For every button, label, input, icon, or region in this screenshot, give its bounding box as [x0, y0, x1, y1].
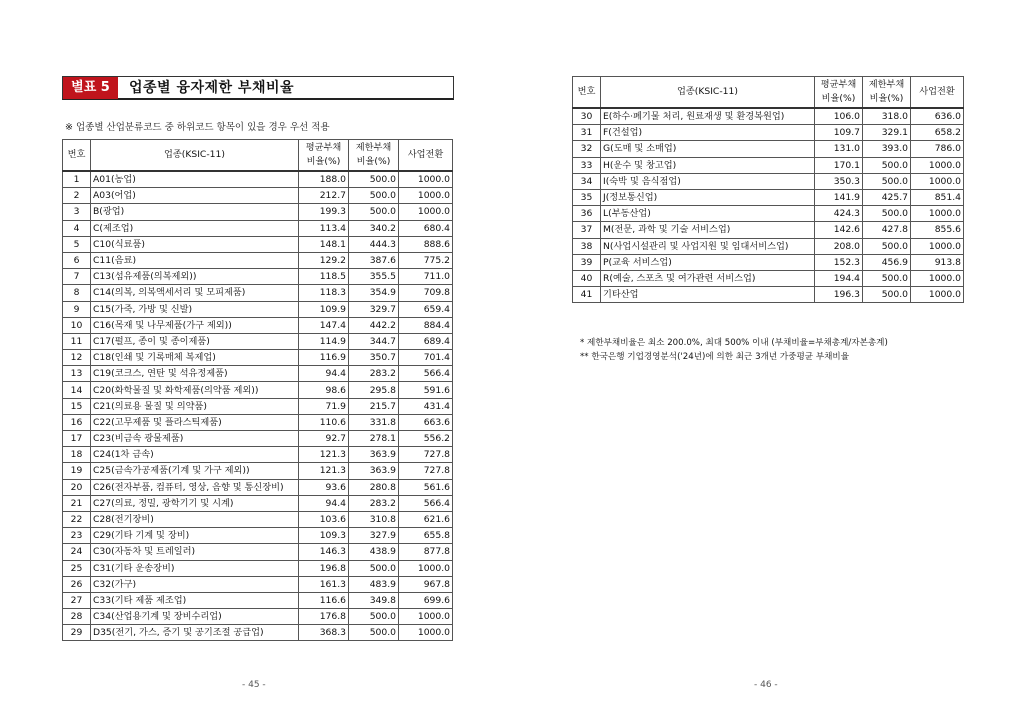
table-row [63, 414, 453, 430]
limit-debt-ratio: 500.0 [863, 206, 911, 222]
row-number: 40 [573, 270, 601, 286]
conversion-ratio: 709.8 [399, 285, 453, 301]
avg-debt-ratio: 152.3 [815, 254, 863, 270]
table-row [63, 301, 453, 317]
row-number: 30 [573, 108, 601, 125]
page-number: - 45 - [242, 680, 266, 690]
limit-debt-ratio: 329.1 [863, 125, 911, 141]
row-number: 17 [63, 431, 91, 447]
row-number: 11 [63, 333, 91, 349]
industry-name: M(전문, 과학 및 기술 서비스업) [601, 222, 815, 238]
conversion-ratio: 786.0 [911, 141, 964, 157]
table-row [63, 285, 453, 301]
header-conversion: 사업전환 [911, 77, 964, 109]
industry-name: C20(화학물질 및 화학제품(의약품 제외)) [91, 382, 299, 398]
conversion-ratio: 680.4 [399, 220, 453, 236]
row-number: 37 [573, 222, 601, 238]
row-number: 21 [63, 495, 91, 511]
row-number: 39 [573, 254, 601, 270]
limit-debt-ratio: 354.9 [349, 285, 399, 301]
industry-name: C23(비금속 광물제품) [91, 431, 299, 447]
limit-debt-ratio: 318.0 [863, 108, 911, 125]
avg-debt-ratio: 176.8 [299, 609, 349, 625]
conversion-ratio: 658.2 [911, 125, 964, 141]
table-row [573, 270, 964, 286]
table-row [573, 189, 964, 205]
conversion-ratio: 1000.0 [399, 188, 453, 204]
conversion-ratio: 556.2 [399, 431, 453, 447]
table-row [573, 287, 964, 303]
industry-name: C30(자동차 및 트레일러) [91, 544, 299, 560]
row-number: 6 [63, 252, 91, 268]
avg-debt-ratio: 196.3 [815, 287, 863, 303]
table-row [573, 157, 964, 173]
industry-name: C33(기타 제품 제조업) [91, 592, 299, 608]
limit-debt-ratio: 327.9 [349, 528, 399, 544]
footnote-source: ** 한국은행 기업경영분석('24년)에 의한 최근 3개년 가중평균 부채비율 [580, 352, 850, 362]
conversion-ratio: 727.8 [399, 463, 453, 479]
avg-debt-ratio: 142.6 [815, 222, 863, 238]
row-number: 36 [573, 206, 601, 222]
table-title-banner [62, 76, 454, 100]
limit-debt-ratio: 442.2 [349, 317, 399, 333]
table-row [573, 141, 964, 157]
table-row [63, 220, 453, 236]
avg-debt-ratio: 121.3 [299, 463, 349, 479]
row-number: 1 [63, 171, 91, 188]
industry-name: C26(전자부품, 컴퓨터, 영상, 음향 및 통신장비) [91, 479, 299, 495]
table-row [63, 625, 453, 641]
row-number: 4 [63, 220, 91, 236]
industry-name: C34(산업용기계 및 장비수리업) [91, 609, 299, 625]
table-row [63, 188, 453, 204]
footnotes [580, 336, 888, 364]
limit-debt-ratio: 329.7 [349, 301, 399, 317]
avg-debt-ratio: 350.3 [815, 173, 863, 189]
industry-name: C(제조업) [91, 220, 299, 236]
conversion-ratio: 561.6 [399, 479, 453, 495]
industry-name: R(예술, 스포츠 및 여가관련 서비스업) [601, 270, 815, 286]
row-number: 14 [63, 382, 91, 398]
conversion-ratio: 1000.0 [399, 204, 453, 220]
table-row [63, 204, 453, 220]
conversion-ratio: 727.8 [399, 447, 453, 463]
limit-debt-ratio: 438.9 [349, 544, 399, 560]
table-row [63, 382, 453, 398]
conversion-ratio: 663.6 [399, 414, 453, 430]
limit-debt-ratio: 425.7 [863, 189, 911, 205]
conversion-ratio: 888.6 [399, 236, 453, 252]
row-number: 23 [63, 528, 91, 544]
industry-name: A01(농업) [91, 171, 299, 188]
table-row [63, 398, 453, 414]
industry-name: C18(인쇄 및 기록매체 복제업) [91, 350, 299, 366]
table-row [63, 592, 453, 608]
header-no: 번호 [573, 77, 601, 109]
limit-debt-ratio: 500.0 [349, 560, 399, 576]
conversion-ratio: 699.6 [399, 592, 453, 608]
row-number: 22 [63, 511, 91, 527]
page-title: 업종별 융자제한 부채비율 [129, 80, 295, 96]
industry-name: I(숙박 및 음식점업) [601, 173, 815, 189]
conversion-ratio: 701.4 [399, 350, 453, 366]
row-number: 32 [573, 141, 601, 157]
avg-debt-ratio: 109.9 [299, 301, 349, 317]
table-row [573, 206, 964, 222]
row-number: 7 [63, 269, 91, 285]
limit-debt-ratio: 500.0 [863, 173, 911, 189]
debt-ratio-table-left [62, 139, 453, 641]
limit-debt-ratio: 215.7 [349, 398, 399, 414]
conversion-ratio: 1000.0 [399, 171, 453, 188]
page-number: - 46 - [754, 680, 778, 690]
industry-name: B(광업) [91, 204, 299, 220]
avg-debt-ratio: 161.3 [299, 576, 349, 592]
industry-name: H(운수 및 창고업) [601, 157, 815, 173]
industry-name: C27(의료, 정밀, 광학기기 및 시계) [91, 495, 299, 511]
conversion-ratio: 711.0 [399, 269, 453, 285]
limit-debt-ratio: 283.2 [349, 495, 399, 511]
avg-debt-ratio: 118.5 [299, 269, 349, 285]
conversion-ratio: 1000.0 [911, 173, 964, 189]
avg-debt-ratio: 188.0 [299, 171, 349, 188]
industry-name: C16(목재 및 나무제품(가구 제외)) [91, 317, 299, 333]
limit-debt-ratio: 349.8 [349, 592, 399, 608]
industry-name: C17(펄프, 종이 및 종이제품) [91, 333, 299, 349]
conversion-ratio: 1000.0 [911, 206, 964, 222]
avg-debt-ratio: 148.1 [299, 236, 349, 252]
debt-ratio-table-right [572, 76, 964, 303]
avg-debt-ratio: 131.0 [815, 141, 863, 157]
table-row [63, 463, 453, 479]
row-number: 34 [573, 173, 601, 189]
conversion-ratio: 566.4 [399, 495, 453, 511]
industry-name: D35(전기, 가스, 증기 및 공기조절 공급업) [91, 625, 299, 641]
limit-debt-ratio: 427.8 [863, 222, 911, 238]
avg-debt-ratio: 92.7 [299, 431, 349, 447]
header-limit-ratio: 제한부채 비율(%) [863, 77, 911, 109]
table-row [573, 108, 964, 125]
avg-debt-ratio: 196.8 [299, 560, 349, 576]
row-number: 10 [63, 317, 91, 333]
limit-debt-ratio: 500.0 [863, 287, 911, 303]
industry-name: C13(섬유제품(의복제외)) [91, 269, 299, 285]
conversion-ratio: 967.8 [399, 576, 453, 592]
row-number: 19 [63, 463, 91, 479]
avg-debt-ratio: 212.7 [299, 188, 349, 204]
conversion-ratio: 851.4 [911, 189, 964, 205]
avg-debt-ratio: 116.6 [299, 592, 349, 608]
conversion-ratio: 855.6 [911, 222, 964, 238]
row-number: 12 [63, 350, 91, 366]
conversion-ratio: 655.8 [399, 528, 453, 544]
limit-debt-ratio: 500.0 [349, 625, 399, 641]
row-number: 31 [573, 125, 601, 141]
avg-debt-ratio: 71.9 [299, 398, 349, 414]
row-number: 24 [63, 544, 91, 560]
limit-debt-ratio: 350.7 [349, 350, 399, 366]
avg-debt-ratio: 93.6 [299, 479, 349, 495]
industry-name: F(건설업) [601, 125, 815, 141]
priority-note: ※ 업종별 산업분류코드 중 하위코드 항목이 있을 경우 우선 적용 [65, 122, 330, 133]
row-number: 5 [63, 236, 91, 252]
table-row [573, 222, 964, 238]
table-row [63, 511, 453, 527]
table-row [63, 479, 453, 495]
header-industry: 업종(KSIC-11) [91, 140, 299, 172]
limit-debt-ratio: 500.0 [863, 270, 911, 286]
avg-debt-ratio: 109.3 [299, 528, 349, 544]
industry-name: C28(전기장비) [91, 511, 299, 527]
avg-debt-ratio: 129.2 [299, 252, 349, 268]
conversion-ratio: 884.4 [399, 317, 453, 333]
limit-debt-ratio: 444.3 [349, 236, 399, 252]
limit-debt-ratio: 483.9 [349, 576, 399, 592]
avg-debt-ratio: 110.6 [299, 414, 349, 430]
limit-debt-ratio: 500.0 [863, 157, 911, 173]
table-row [63, 236, 453, 252]
conversion-ratio: 1000.0 [399, 625, 453, 641]
avg-debt-ratio: 208.0 [815, 238, 863, 254]
row-number: 15 [63, 398, 91, 414]
appendix-tag: 별표 5 [63, 77, 118, 99]
conversion-ratio: 689.4 [399, 333, 453, 349]
industry-name: N(사업시설관리 및 사업지원 및 임대서비스업) [601, 238, 815, 254]
industry-name: C24(1차 금속) [91, 447, 299, 463]
conversion-ratio: 1000.0 [911, 270, 964, 286]
conversion-ratio: 621.6 [399, 511, 453, 527]
row-number: 16 [63, 414, 91, 430]
avg-debt-ratio: 118.3 [299, 285, 349, 301]
table-row [63, 431, 453, 447]
table-row [63, 495, 453, 511]
row-number: 9 [63, 301, 91, 317]
conversion-ratio: 877.8 [399, 544, 453, 560]
table-row [573, 238, 964, 254]
row-number: 29 [63, 625, 91, 641]
row-number: 8 [63, 285, 91, 301]
header-avg-ratio: 평균부채 비율(%) [815, 77, 863, 109]
limit-debt-ratio: 295.8 [349, 382, 399, 398]
conversion-ratio: 659.4 [399, 301, 453, 317]
conversion-ratio: 591.6 [399, 382, 453, 398]
avg-debt-ratio: 113.4 [299, 220, 349, 236]
row-number: 13 [63, 366, 91, 382]
industry-name: C32(가구) [91, 576, 299, 592]
table-row [63, 560, 453, 576]
limit-debt-ratio: 500.0 [863, 238, 911, 254]
avg-debt-ratio: 146.3 [299, 544, 349, 560]
limit-debt-ratio: 500.0 [349, 188, 399, 204]
conversion-ratio: 1000.0 [911, 287, 964, 303]
limit-debt-ratio: 280.8 [349, 479, 399, 495]
table-row [63, 269, 453, 285]
industry-name: C11(음료) [91, 252, 299, 268]
table-row [63, 447, 453, 463]
avg-debt-ratio: 141.9 [815, 189, 863, 205]
limit-debt-ratio: 340.2 [349, 220, 399, 236]
table-row [63, 317, 453, 333]
industry-name: C25(금속가공제품(기계 및 가구 제외)) [91, 463, 299, 479]
header-avg-ratio: 평균부채 비율(%) [299, 140, 349, 172]
header-limit-ratio: 제한부채 비율(%) [349, 140, 399, 172]
table-row [63, 333, 453, 349]
industry-name: C29(기타 기계 및 장비) [91, 528, 299, 544]
table-row [63, 252, 453, 268]
limit-debt-ratio: 393.0 [863, 141, 911, 157]
row-number: 27 [63, 592, 91, 608]
limit-debt-ratio: 387.6 [349, 252, 399, 268]
conversion-ratio: 1000.0 [399, 609, 453, 625]
limit-debt-ratio: 500.0 [349, 171, 399, 188]
row-number: 26 [63, 576, 91, 592]
avg-debt-ratio: 424.3 [815, 206, 863, 222]
industry-name: A03(어업) [91, 188, 299, 204]
industry-name: C10(식료품) [91, 236, 299, 252]
header-industry: 업종(KSIC-11) [601, 77, 815, 109]
avg-debt-ratio: 103.6 [299, 511, 349, 527]
limit-debt-ratio: 500.0 [349, 204, 399, 220]
row-number: 38 [573, 238, 601, 254]
row-number: 28 [63, 609, 91, 625]
table-row [63, 576, 453, 592]
header-conversion: 사업전환 [399, 140, 453, 172]
limit-debt-ratio: 355.5 [349, 269, 399, 285]
industry-name: C14(의복, 의복액세서리 및 모피제품) [91, 285, 299, 301]
header-no: 번호 [63, 140, 91, 172]
industry-name: 기타산업 [601, 287, 815, 303]
industry-name: J(정보통신업) [601, 189, 815, 205]
avg-debt-ratio: 194.4 [815, 270, 863, 286]
table-row [573, 125, 964, 141]
avg-debt-ratio: 116.9 [299, 350, 349, 366]
conversion-ratio: 1000.0 [399, 560, 453, 576]
conversion-ratio: 636.0 [911, 108, 964, 125]
industry-name: C31(기타 운송장비) [91, 560, 299, 576]
limit-debt-ratio: 344.7 [349, 333, 399, 349]
avg-debt-ratio: 94.4 [299, 366, 349, 382]
limit-debt-ratio: 456.9 [863, 254, 911, 270]
avg-debt-ratio: 98.6 [299, 382, 349, 398]
row-number: 41 [573, 287, 601, 303]
row-number: 35 [573, 189, 601, 205]
conversion-ratio: 1000.0 [911, 157, 964, 173]
row-number: 3 [63, 204, 91, 220]
table-row [63, 366, 453, 382]
avg-debt-ratio: 114.9 [299, 333, 349, 349]
limit-debt-ratio: 310.8 [349, 511, 399, 527]
limit-debt-ratio: 283.2 [349, 366, 399, 382]
industry-name: G(도매 및 소매업) [601, 141, 815, 157]
avg-debt-ratio: 199.3 [299, 204, 349, 220]
conversion-ratio: 1000.0 [911, 238, 964, 254]
industry-name: C19(코크스, 연탄 및 석유정제품) [91, 366, 299, 382]
table-row [573, 254, 964, 270]
conversion-ratio: 775.2 [399, 252, 453, 268]
conversion-ratio: 431.4 [399, 398, 453, 414]
limit-debt-ratio: 500.0 [349, 609, 399, 625]
industry-name: C22(고무제품 및 플라스틱제품) [91, 414, 299, 430]
row-number: 25 [63, 560, 91, 576]
table-row [63, 544, 453, 560]
avg-debt-ratio: 109.7 [815, 125, 863, 141]
limit-debt-ratio: 363.9 [349, 463, 399, 479]
table-row [63, 171, 453, 188]
avg-debt-ratio: 94.4 [299, 495, 349, 511]
avg-debt-ratio: 170.1 [815, 157, 863, 173]
industry-name: E(하수·폐기물 처리, 원료재생 및 환경복원업) [601, 108, 815, 125]
table-row [573, 173, 964, 189]
avg-debt-ratio: 106.0 [815, 108, 863, 125]
row-number: 33 [573, 157, 601, 173]
industry-name: P(교육 서비스업) [601, 254, 815, 270]
table-row [63, 609, 453, 625]
footnote-limit: * 제한부채비율은 최소 200.0%, 최대 500% 이내 (부채비율=부채총계/자본총계) [580, 338, 888, 348]
row-number: 20 [63, 479, 91, 495]
table-row [63, 350, 453, 366]
avg-debt-ratio: 368.3 [299, 625, 349, 641]
limit-debt-ratio: 331.8 [349, 414, 399, 430]
table-row [63, 528, 453, 544]
conversion-ratio: 913.8 [911, 254, 964, 270]
row-number: 18 [63, 447, 91, 463]
row-number: 2 [63, 188, 91, 204]
avg-debt-ratio: 147.4 [299, 317, 349, 333]
conversion-ratio: 566.4 [399, 366, 453, 382]
avg-debt-ratio: 121.3 [299, 447, 349, 463]
limit-debt-ratio: 278.1 [349, 431, 399, 447]
industry-name: L(부동산업) [601, 206, 815, 222]
industry-name: C15(가죽, 가방 및 신발) [91, 301, 299, 317]
limit-debt-ratio: 363.9 [349, 447, 399, 463]
industry-name: C21(의료용 물질 및 의약품) [91, 398, 299, 414]
